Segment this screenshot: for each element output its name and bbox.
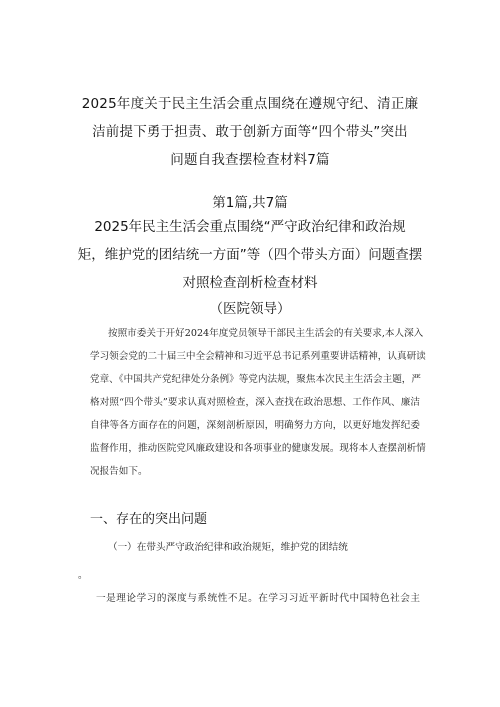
body-start-line: 一是理论学习的深度与系统性不足。在学习习近平新时代中国特色社会主: [96, 593, 420, 604]
main-title-line-2: 洁前提下勇于担责、敢于创新方面等“四个带头”突出: [92, 124, 408, 140]
intro-line-5: 自律等各方面存在的问题，深刻剖析原因，明确努力方向，以更好地发挥纪委: [90, 420, 420, 431]
intro-line-4: 格对照“四个带头”要求认真对照检查，深入查找在政治思想、工作作风、廉洁: [90, 397, 420, 408]
author-note: （医院领导）: [209, 301, 291, 317]
article-title-line-1: 2025年民主生活会重点围绕“严守政治纪律和政治规: [94, 219, 406, 235]
subsection-tail: 。: [78, 570, 88, 581]
intro-line-2: 学习领会党的二十届三中全会精神和习近平总书记系列重要讲话精神，认真研读: [90, 351, 426, 362]
article-index: 第1篇,共7篇: [212, 195, 288, 211]
intro-line-6: 监督作用，推动医院党风廉政建设和各项事业的健康发展。现将本人查摆剖析情: [90, 443, 426, 454]
article-title-line-3: 对照检查剖析检查材料: [182, 275, 318, 291]
intro-line-3: 党章、《中国共产党纪律处分条例》等党内法规，聚焦本次民主生活会主题，严: [90, 374, 421, 385]
section-heading: 一、存在的突出问题: [90, 512, 208, 527]
main-title-line-3: 问题自我查摆检查材料7篇: [170, 152, 330, 168]
subsection-heading: （一）在带头严守政治纪律和政治规矩，维护党的团结统: [108, 542, 348, 553]
intro-line-1: 按照市委关于开好2024年度党员领导干部民主生活会的有关要求,本人深入: [108, 328, 424, 339]
main-title-line-1: 2025年度关于民主生活会重点围绕在遵规守纪、清正廉: [81, 96, 419, 112]
intro-line-7: 况报告如下。: [90, 466, 148, 477]
article-title-line-2: 矩，维护党的团结统一方面”等（四个带头方面）问题查摆: [77, 247, 423, 263]
